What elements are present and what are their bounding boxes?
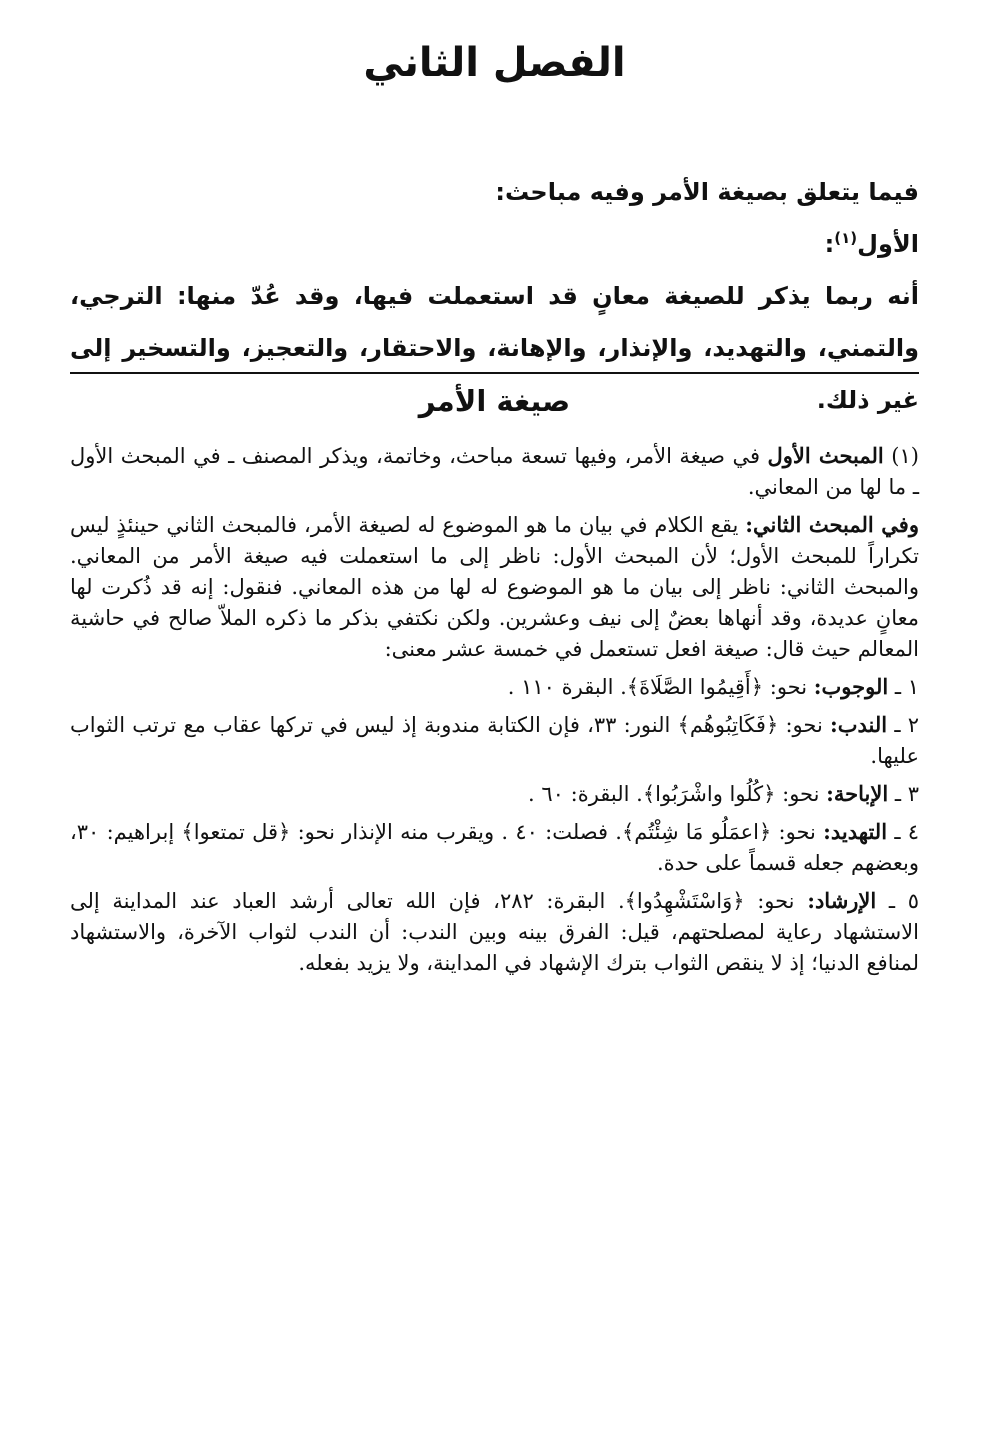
list-item-term: الندب: [830,712,888,737]
footnote-paragraph-2 [70,509,919,665]
list-item-number: ٤ ـ [894,820,919,844]
footnote-ref[interactable]: (١) [834,229,858,247]
first-heading: الأول [857,230,919,258]
first-heading-colon: : [824,230,835,258]
first-heading-line [70,218,919,270]
chapter-title: الفصل الثاني [363,40,626,86]
list-item-number: ٥ ـ [888,889,919,913]
list-item-4 [70,816,919,879]
list-item-text: نحو: ﴿فَكَاتِبُوهُم﴾ النور: ٣٣، فإن الكتابة مندوبة إذ ليس في تركها عقاب مع ترتب الثواب عليها. [70,713,919,768]
list-item-text: نحو: ﴿وَاسْتَشْهِدُوا﴾. البقرة: ٢٨٢، فإن الله تعالى أرشد العباد عند المداينة إلى الاستشهاد رعاية لمصلحتهم، قيل: الفرق بينه وبين الندب: أن الندب لثواب الآخرة، والاستشهاد لمنافع الدنيا؛ إذ لا ينقص الثواب بترك الإشهاد في المداينة، ولا يزيد بفعله. [70,889,919,975]
list-item-3 [70,778,919,810]
list-item-text: نحو: ﴿كُلُوا واشْرَبُوا﴾. البقرة: ٦٠ . [528,782,820,806]
footnote-heading: صيغة الأمر [418,384,571,418]
main-body: أنه ربما يذكر للصيغة معانٍ قد استعملت فيها، وقد عُدّ منها: الترجي، والتمني، والتهديد، والإنذار، والإهانة، والاحتقار، والتعجيز، والتسخير إلى غير ذلك. [70,282,919,414]
footnote-text: في صيغة الأمر، وفيها تسعة مباحث، وخاتمة، ويذكر المصنف ـ في المبحث الأول ـ ما لها من المعاني. [70,444,919,499]
list-item-5 [70,885,919,979]
list-item-term: الإباحة: [826,781,889,806]
footnote-number: (١) [891,444,919,468]
list-item-1 [70,671,919,703]
list-item-number: ٢ ـ [894,713,920,737]
list-item-number: ١ ـ [894,675,919,699]
footnote-term: وفي المبحث الثاني: [745,512,919,537]
list-item-term: التهديد: [823,819,888,844]
footnote-text: يقع الكلام في بيان ما هو الموضوع له لصيغة الأمر، فالمبحث الثاني حينئذٍ ليس تكراراً للمبحث الأول؛ لأن المبحث الأول: ناظر إلى ما استعملت فيه صيغة الأمر من المعاني. والمبحث الثاني: ناظر إلى بيان ما هو الموضوع له لها من هذه المعاني. فنقول: إنه قد ذُكرت لها معانٍ عديدة، وقد أنهاها بعضٌ إلى نيف وعشرين. ولكن نكتفي بذكر ما ذكره الملاّ صالح في حاشية المعالم حيث قال: صيغة افعل تستعمل في خمسة عشر معنى: [70,513,919,661]
list-item-2 [70,709,919,772]
list-item-text: نحو: ﴿أَقِيمُوا الصَّلَاةَ﴾. البقرة ١١٠ . [507,675,808,699]
list-item-term: الإرشاد: [807,888,877,913]
list-item-term: الوجوب: [813,674,889,699]
footnote-term: المبحث الأول [767,443,884,468]
footnote-paragraph-1 [70,440,919,503]
list-item-number: ٣ ـ [894,782,919,806]
footnotes [70,440,919,979]
footnote-divider [70,372,919,374]
list-item-text: نحو: ﴿اعمَلُو مَا شِئْتُم﴾. فصلت: ٤٠ . ويقرب منه الإنذار نحو: ﴿قل تمتعوا﴾ إبراهيم: ٣٠، وبعضهم جعله قسماً على حدة. [70,820,919,875]
main-intro: فيما يتعلق بصيغة الأمر وفيه مباحث: [495,178,919,206]
